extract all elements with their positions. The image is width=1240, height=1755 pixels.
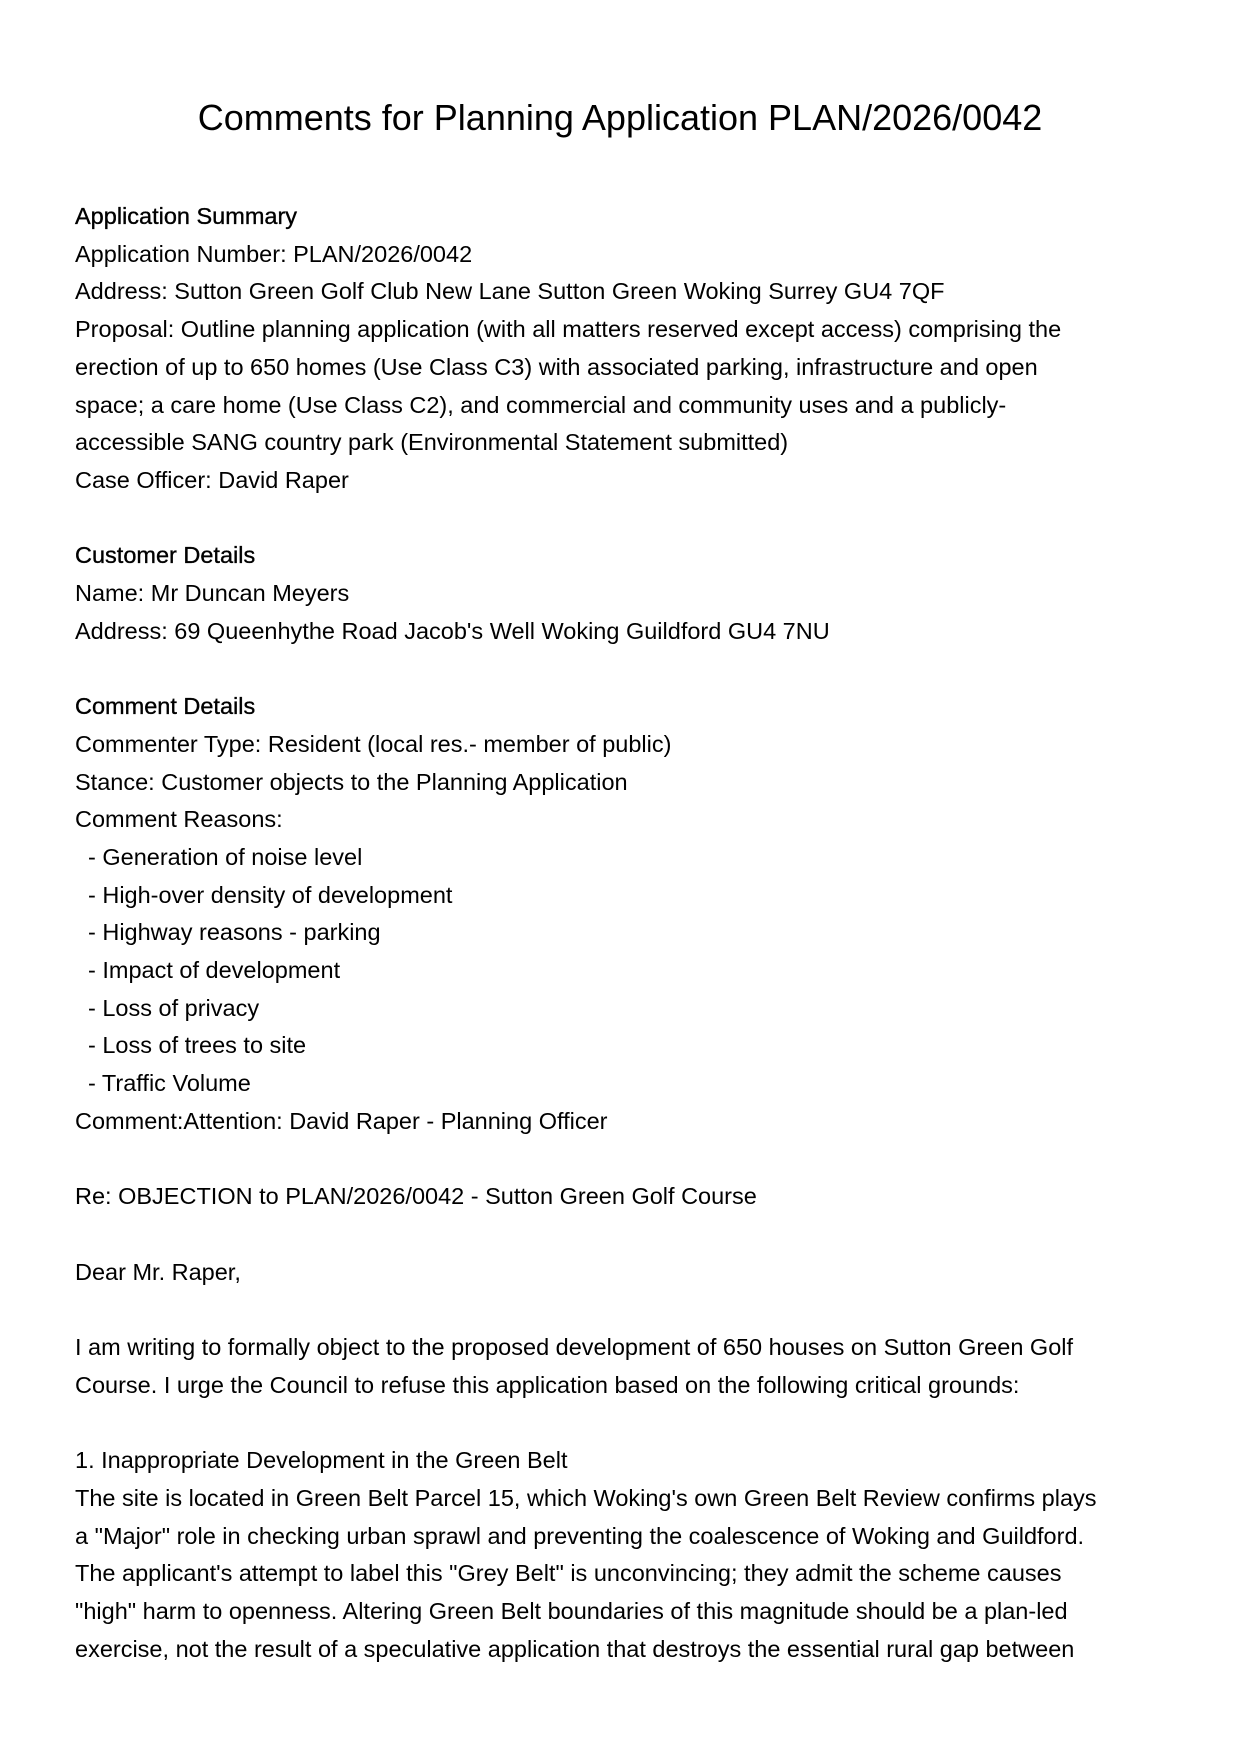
comment-reason-item: - High-over density of development <box>88 881 453 908</box>
proposal-line: erection of up to 650 homes (Use Class C3) with associated parking, infrastructure and open <box>75 353 1038 380</box>
section-spacer <box>75 650 1165 688</box>
document-body <box>75 198 1165 1668</box>
proposal-line: accessible SANG country park (Environmental Statement submitted) <box>75 429 789 456</box>
comment-intro: Comment:Attention: David Raper - Planning Officer <box>75 1107 608 1134</box>
point1-line: The site is located in Green Belt Parcel 15, which Woking's own Green Belt Review confirms plays <box>75 1484 1097 1511</box>
point1-line: "high" harm to openness. Altering Green Belt boundaries of this magnitude should be a plan-led <box>75 1597 1068 1624</box>
page-title: Comments for Planning Application PLAN/2026/0042 <box>197 97 1043 138</box>
paragraph-spacer <box>75 1404 1165 1442</box>
commenter-type: Commenter Type: Resident (local res.- member of public) <box>75 730 672 757</box>
case-officer: Case Officer: David Raper <box>75 466 349 493</box>
paragraph-spacer <box>75 1291 1165 1329</box>
letter-intro-line: I am writing to formally object to the proposed development of 650 houses on Sutton Green Golf <box>75 1334 1074 1361</box>
application-number: Application Number: PLAN/2026/0042 <box>75 240 473 267</box>
comment-details-heading: Comment Details <box>75 693 256 720</box>
paragraph-spacer <box>75 1141 1165 1179</box>
comment-reason-item: - Highway reasons - parking <box>88 919 381 946</box>
section-spacer <box>75 500 1165 538</box>
comment-reason-item: - Loss of trees to site <box>88 1032 307 1059</box>
proposal-line: Proposal: Outline planning application (with all matters reserved except access) comprising the <box>75 316 1062 343</box>
customer-details-heading: Customer Details <box>75 542 256 569</box>
point1-line: a "Major" role in checking urban sprawl and preventing the coalescence of Woking and Guildford. <box>75 1522 1085 1549</box>
customer-address: Address: 69 Queenhythe Road Jacob's Well Woking Guildford GU4 7NU <box>75 617 830 644</box>
application-summary-heading: Application Summary <box>75 203 298 229</box>
comment-reasons-label: Comment Reasons: <box>75 806 283 833</box>
comment-reason-item: - Impact of development <box>88 957 341 984</box>
paragraph-spacer <box>75 1216 1165 1254</box>
proposal-line: space; a care home (Use Class C2), and commercial and community uses and a publicly- <box>75 391 1007 418</box>
customer-name: Name: Mr Duncan Meyers <box>75 580 350 607</box>
comment-reason-item: - Generation of noise level <box>88 843 363 870</box>
letter-salutation: Dear Mr. Raper, <box>75 1258 241 1285</box>
point1-line: The applicant's attempt to label this "Grey Belt" is unconvincing; they admit the scheme causes <box>75 1560 1062 1587</box>
letter-intro-line: Course. I urge the Council to refuse this application based on the following critical grounds: <box>75 1371 1020 1398</box>
letter-re-line: Re: OBJECTION to PLAN/2026/0042 - Sutton Green Golf Course <box>75 1183 757 1210</box>
application-address: Address: Sutton Green Golf Club New Lane Sutton Green Woking Surrey GU4 7QF <box>75 278 945 305</box>
point1-heading: 1. Inappropriate Development in the Green Belt <box>75 1447 568 1474</box>
comment-reason-item: - Traffic Volume <box>88 1070 251 1097</box>
comment-reason-item: - Loss of privacy <box>88 994 260 1021</box>
point1-line: exercise, not the result of a speculative application that destroys the essential rural gap between <box>75 1635 1075 1662</box>
stance: Stance: Customer objects to the Planning Application <box>75 768 628 795</box>
